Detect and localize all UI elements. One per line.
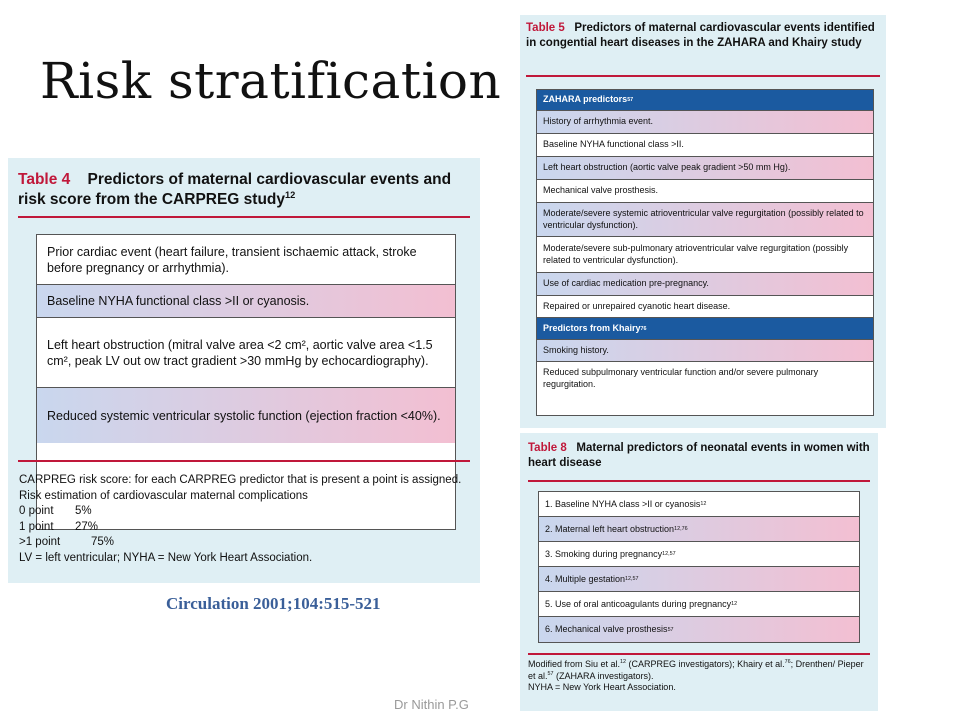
table8-row: 3. Smoking during pregnancy 12,57 [539,542,859,567]
table8-row: 4. Multiple gestation 12,57 [539,567,859,592]
score-value: 27% [75,520,99,533]
footnote-part: Modified from Siu et al. [528,659,621,669]
table8-footnote-abbrev: NYHA = New York Heart Association. [528,682,676,692]
footnote-ref: 76 [784,659,791,665]
table8-body [538,491,860,643]
table5-row: Use of cardiac medication pre-pregnancy. [537,273,873,296]
footnote-ref: 57 [547,670,554,677]
score-label: 1 point [19,520,54,533]
table8-title-text: Maternal predictors of neonatal events in women with heart disease [528,442,870,469]
table4-abbrev: LV = left ventricular; NYHA = New York Heart Association. [19,551,313,564]
score-value: 5% [75,505,92,517]
row-text: 5. Use of oral anticoagulants during pregnancy [545,598,732,609]
table5-row: Mechanical valve prosthesis. [537,180,873,203]
table5-khairy-header: Predictors from Khairy 76 [537,318,873,340]
score-label: >1 point [19,536,61,548]
row-text: 4. Multiple gestation [545,573,626,584]
table5-body [536,89,874,416]
table5-title-text: Predictors of maternal cardiovascular events identified in congential heart diseases in the ZAHARA and Khairy study [526,22,875,49]
table8-footnote [528,659,873,694]
table5-row: Reduced subpulmonary ventricular function and/or severe pulmonary regurgitation. [537,362,873,395]
table4-row: Left heart obstruction (mitral valve area <2 cm², aortic valve area <1.5 cm², peak LV out ow tract gradient >30 mmHg by echocardiography). [37,318,455,388]
footnote-part: ; Drenthen/ Pieper et al. [528,659,864,681]
table8-row: 2. Maternal left heart obstruction 12,76 [539,517,859,542]
table4-row: Prior cardiac event (heart failure, transient ischaemic attack, stroke before pregnancy or arrhythmia). [37,235,455,285]
score-label: 0 point [19,505,54,517]
table5-row: Repaired or unrepaired cyanotic heart disease. [537,296,873,318]
table4-score-row [19,535,474,551]
table8-title [528,441,873,471]
table5-panel [520,15,886,428]
table4-panel [8,158,480,583]
author-credit: Dr Nithin P.G [394,697,469,712]
table5-top-rule [526,75,880,77]
table4-score-row [19,504,474,520]
row-text: 3. Smoking during pregnancy [545,548,663,559]
row-text: 1. Baseline NYHA class >II or cyanosis [545,498,701,509]
footnote-part: (CARPREG investigators); Khairy et al. [626,659,785,669]
table5-row: Moderate/severe systemic atrioventricular valve regurgitation (possibly related to ventricular dysfunction). [537,203,873,237]
citation: Circulation 2001;104:515-521 [166,594,381,613]
footnote-part: (ZAHARA investigators). [553,670,654,681]
table4-row: Reduced systemic ventricular systolic function (ejection fraction <40%). [37,388,455,443]
table8-row: 6. Mechanical valve prosthesis 57 [539,617,859,642]
row-text: 6. Mechanical valve prosthesis [545,624,668,634]
table4-bottom-rule [18,460,470,462]
table4-row: Baseline NYHA functional class >II or cyanosis. [37,285,455,318]
table5-row: History of arrhythmia event. [537,111,873,134]
header-label: Predictors from Khairy [543,322,641,333]
footnote-ref: 12 [620,659,627,665]
table8-row: 5. Use of oral anticoagulants during pregnancy 12 [539,592,859,617]
table8-panel [520,433,878,711]
table8-bottom-rule [528,653,870,655]
header-label: ZAHARA predictors [543,94,628,105]
table5-row: Smoking history. [537,340,873,362]
table4-footnote [19,473,474,566]
table8-number: Table 8 [528,442,567,454]
table4-footnote-text: CARPREG risk score: for each CARPREG predictor that is present a point is assigned. Risk estimation of cardiovascular maternal complications [19,474,462,502]
table5-row: Left heart obstruction (aortic valve peak gradient >50 mm Hg). [537,157,873,180]
table4-title-text: Predictors of maternal cardiovascular events and risk score from the CARPREG study [18,171,452,208]
row-text: 2. Maternal left heart obstruction [545,523,675,534]
table5-number: Table 5 [526,22,565,34]
slide-title: Risk stratification [40,52,502,110]
score-value: 75% [91,536,115,548]
table4-score-row [19,520,474,536]
table4-top-rule [18,216,470,218]
table8-footnote-source [528,659,873,682]
table4-title-ref: 12 [285,189,296,200]
table5-title [526,21,882,51]
table8-row: 1. Baseline NYHA class >II or cyanosis 12 [539,492,859,517]
table4-title [18,170,473,210]
table5-zahara-header: ZAHARA predictors 57 [537,90,873,111]
table4-number: Table 4 [18,171,71,188]
table5-row: Moderate/severe sub-pulmonary atrioventricular valve regurgitation (possibly related to ventricular dysfunction). [537,237,873,273]
table5-row: Baseline NYHA functional class >II. [537,134,873,157]
table8-top-rule [528,480,870,482]
